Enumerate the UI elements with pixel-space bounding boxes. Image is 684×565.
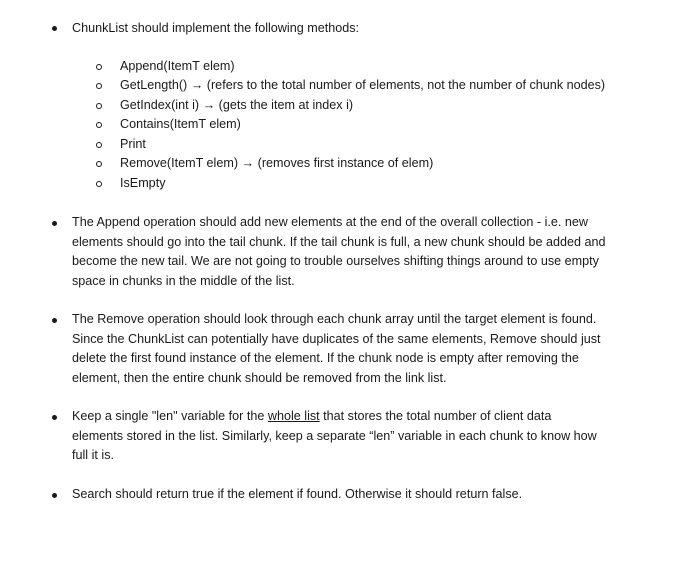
search-paragraph (72, 485, 662, 505)
sub-bullet-circle (96, 122, 102, 128)
bullet-dot (52, 318, 57, 323)
append-paragraph (72, 213, 662, 291)
remove-line-4: element, then the entire chunk should be removed from the link list. (72, 370, 447, 385)
method-item-append: Append(ItemT elem) (120, 59, 235, 73)
len-line-1 (72, 407, 662, 427)
bullet-dot (52, 493, 57, 498)
remove-paragraph (72, 310, 662, 388)
method-item-print: Print (120, 137, 146, 151)
remove-line-1: The Remove operation should look through each chunk array until the target element is found. (72, 312, 597, 326)
sub-bullet-circle (96, 103, 102, 109)
method-item-getlength: GetLength() → (refers to the total number of elements, not the number of chunk nodes) (120, 78, 606, 92)
append-line-2: elements should go into the tail chunk. If the tail chunk is full, a new chunk should be added and (72, 234, 606, 249)
sub-bullet-circle (96, 83, 102, 89)
method-item-contains: Contains(ItemT elem) (120, 117, 241, 131)
bullet-dot (52, 415, 57, 420)
append-line-1: The Append operation should add new elements at the end of the overall collection - i.e. new (72, 215, 588, 229)
method-item-isempty: IsEmpty (120, 176, 166, 190)
intro-line: ChunkList should implement the following methods: (72, 21, 360, 35)
intro-text (72, 19, 662, 39)
append-line-4: space in chunks in the middle of the list. (72, 273, 295, 288)
sub-bullet-circle (96, 161, 102, 167)
sub-bullet-circle (96, 64, 102, 70)
bullet-dot (52, 221, 57, 226)
len-line-3: full it is. (72, 448, 114, 462)
sub-bullet-circle (96, 142, 102, 148)
len-line-1-post: that stores the total number of client data (319, 409, 552, 423)
search-line: Search should return true if the element if found. Otherwise it should return false. (72, 487, 523, 501)
whole-list-underlined: whole list (267, 409, 320, 423)
method-item-remove: Remove(ItemT elem) → (removes first instance of elem) (120, 156, 434, 170)
append-line-3: become the new tail. We are not going to trouble ourselves shifting things around to use empty (72, 254, 599, 268)
len-line-1-pre: Keep a single "len" variable for the (72, 409, 268, 423)
bullet-dot (52, 26, 57, 31)
sub-bullet-circle (96, 181, 102, 187)
remove-line-2: Since the ChunkList can potentially have duplicates of the same elements, Remove should just (72, 331, 601, 346)
remove-line-3: delete the first found instance of the element. If the chunk node is empty after removing the (72, 351, 579, 365)
len-paragraph (72, 407, 662, 466)
len-line-2: elements stored in the list. Similarly, keep a separate “len” variable in each chunk to know how (72, 428, 597, 443)
method-item-getindex: GetIndex(int i) → (gets the item at index i) (120, 98, 354, 112)
